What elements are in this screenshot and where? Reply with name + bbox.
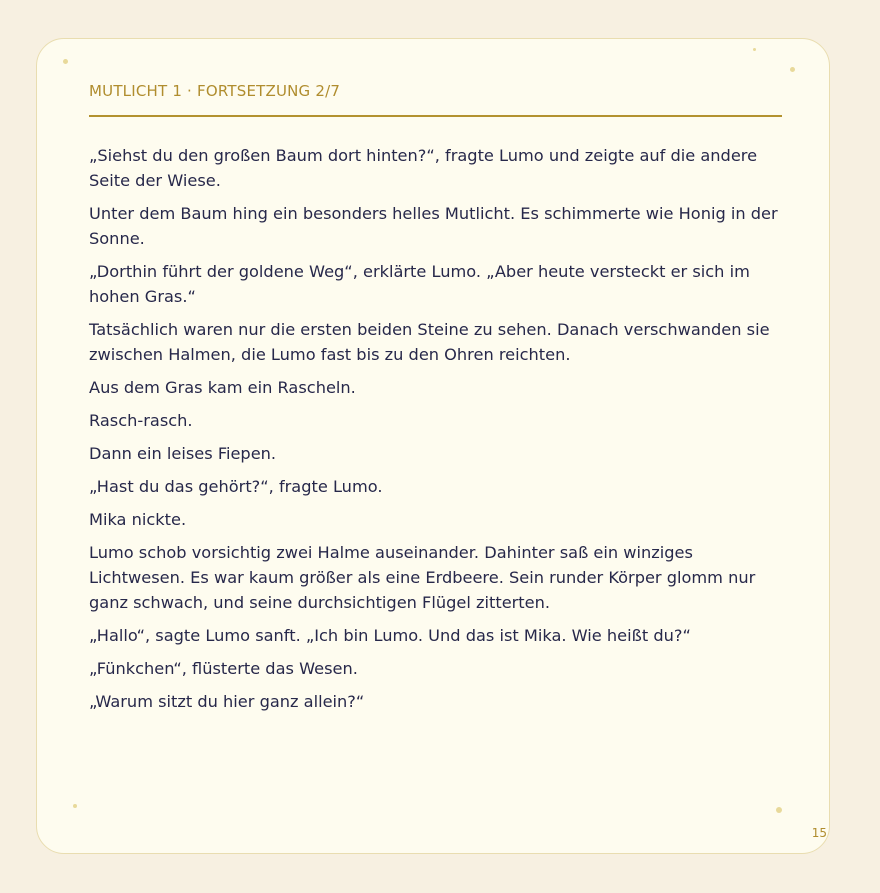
decorative-dot — [776, 807, 782, 813]
story-paragraph: „Dorthin führt der goldene Weg“, erklärte Lumo. „Aber heute versteckt er sich im hohen Gras.“ — [89, 262, 750, 306]
header-divider — [89, 115, 782, 117]
chapter-header: MUTLICHT 1 · FORTSETZUNG 2/7 — [89, 82, 341, 100]
decorative-dot — [753, 48, 756, 51]
story-paragraph: „Siehst du den großen Baum dort hinten?“, fragte Lumo und zeigte auf die andere Seite der Wiese. — [89, 146, 758, 190]
page-number: 15 — [811, 826, 827, 840]
story-paragraph: „Hallo“, sagte Lumo sanft. „Ich bin Lumo. Und das ist Mika. Wie heißt du?“ — [89, 626, 691, 645]
story-paragraph: Aus dem Gras kam ein Rascheln. — [89, 378, 356, 397]
story-paragraph: Mika nickte. — [89, 510, 187, 529]
story-paragraph: „Hast du das gehört?“, fragte Lumo. — [89, 477, 383, 496]
decorative-dot — [790, 67, 795, 72]
story-paragraph: „Fünkchen“, flüsterte das Wesen. — [89, 659, 358, 678]
story-paragraph: Dann ein leises Fiepen. — [89, 444, 277, 463]
decorative-dot — [63, 59, 68, 64]
story-paragraph: Rasch-rasch. — [89, 411, 193, 430]
story-paragraph: „Warum sitzt du hier ganz allein?“ — [89, 692, 365, 711]
book-page — [36, 38, 830, 854]
story-text — [89, 143, 789, 722]
decorative-dot — [73, 804, 77, 808]
story-paragraph: Tatsächlich waren nur die ersten beiden Steine zu sehen. Danach verschwanden sie zwischen Halmen, die Lumo fast bis zu den Ohren reichten. — [89, 320, 770, 364]
story-paragraph: Lumo schob vorsichtig zwei Halme auseinander. Dahinter saß ein winziges Lichtwesen. Es war kaum größer als eine Erdbeere. Sein runder Körper glomm nur ganz schwach, und seine durchsichtigen Flügel zitterten. — [89, 543, 756, 612]
story-paragraph: Unter dem Baum hing ein besonders helles Mutlicht. Es schimmerte wie Honig in der Sonne. — [89, 204, 778, 248]
